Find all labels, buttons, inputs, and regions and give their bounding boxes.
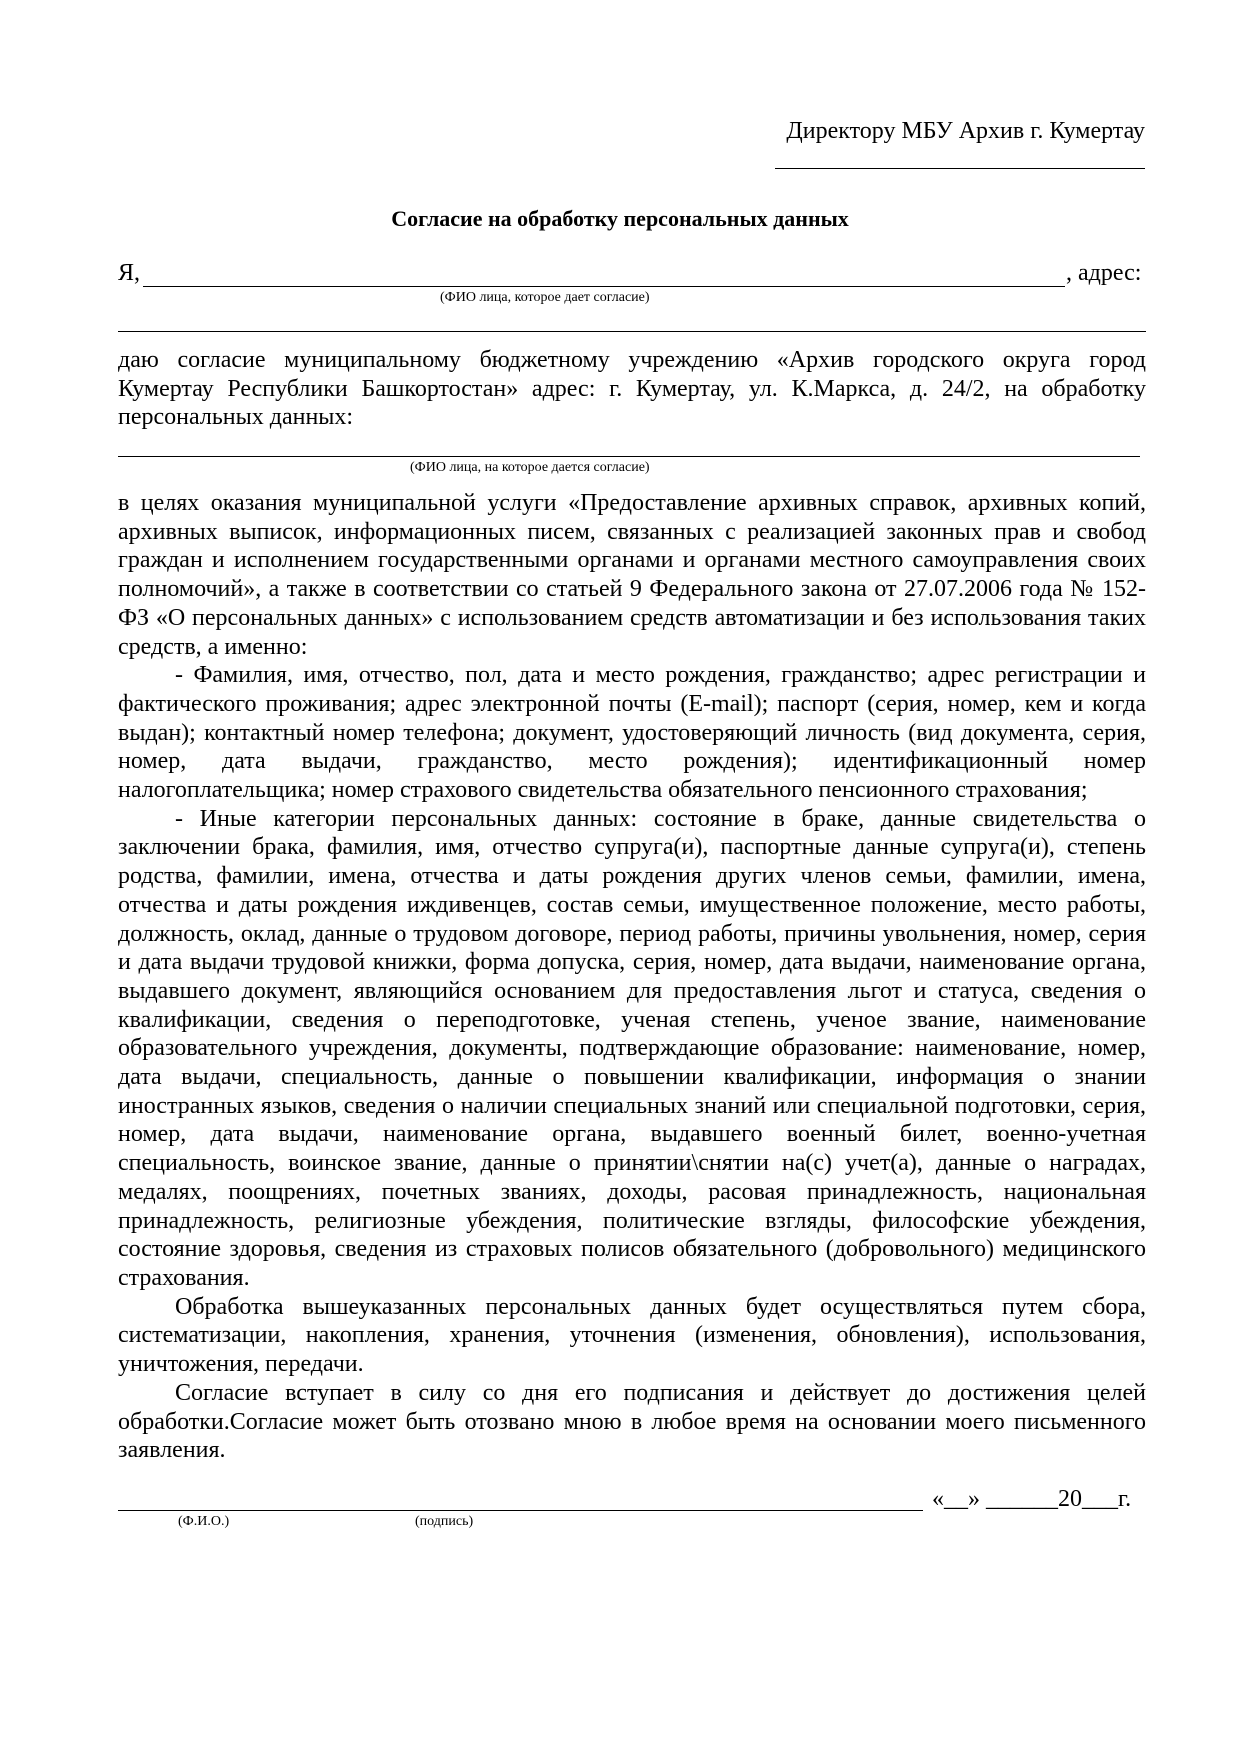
subject-name-caption: (ФИО лица, на которое дается согласие) (410, 460, 650, 475)
list-item-basic-data: - Фамилия, имя, отчество, пол, дата и место рождения, гражданство; адрес регистрации и фактического проживания; адрес электронной почты (E-mail); паспорт (серия, номер, кем и когда выдан); контактный номер телефона; документ, удостоверяющий личность (вид документа, серия, номер, дата выдачи, гражданство, место рождения); идентификационный номер налогоплательщика; номер страхового свидетельства обязательного пенсионного страхования; (118, 662, 1146, 804)
processing-paragraph: Обработка вышеуказанных персональных данных будет осуществляться путем сбора, систематизации, накопления, хранения, уточнения (изменения, обновления), использования, уничтожения, передачи. (118, 1293, 1146, 1378)
address-label: , адрес: (1066, 260, 1142, 286)
consent-intro (118, 346, 1146, 432)
fio-caption: (Ф.И.О.) (178, 1514, 230, 1529)
prefix-ya: Я, (118, 260, 141, 286)
consent-intro-text: даю согласие муниципальному бюджетному учреждению «Архив городского округа город Кумертау Республики Башкортостан» адрес: г. Кумертау, ул. К.Маркса, д. 24/2, на обработку персональных данных: (118, 347, 1146, 431)
purpose-paragraph: в целях оказания муниципальной услуги «Предоставление архивных справок, архивных копий, архивных выписок, информационных писем, связанных с реализацией законных прав и свобод граждан и исполнением государственными органами и органами местного самоуправления своих полномочий», а также в соответствии со статьей 9 Федерального закона от 27.07.2006 года № 152-ФЗ «О персональных данных» с использованием средств автоматизации и без использования таких средств, а именно: (118, 490, 1146, 660)
consenter-name-caption: (ФИО лица, которое дает согласие) (440, 290, 650, 305)
addressee-blank-line[interactable] (775, 168, 1145, 169)
list-item-other-categories: - Иные категории персональных данных: состояние в браке, данные свидетельства о заключении брака, фамилия, имя, отчество супруга(и), паспортные данные супруга(и), степень родства, фамилии, имена, отчества и даты рождения других членов семьи, фамилии, имена, отчества и даты рождения иждивенцев, состав семьи, имущественное положение, место работы, должность, оклад, данные о трудовом договоре, период работы, причины увольнения, номер, серия и дата выдачи трудовой книжки, форма допуска, серия, номер, дата выдачи, наименование органа, выдавшего документ, являющийся основанием для предоставления льгот и статуса, сведения о квалификации, сведения о переподготовке, ученая степень, ученое звание, наименование образовательного учреждения, документы, подтверждающие образование: наименование, номер, дата выдачи, специальность, данные о повышении квалификации, информация о знании иностранных языков, сведения о наличии специальных знаний или специальной подготовки, серия, номер, дата выдачи, наименование органа, выдавшего военный билет, военно-учетная специальность, воинское звание, данные о принятии\снятии на(с) учет(а), данные о наградах, медалях, поощрениях, почетных званиях, доходы, расовая принадлежность, национальная принадлежность, религиозные убеждения, политические взгляды, философские убеждения, состояние здоровья, сведения из страховых полисов обязательного (добровольного) медицинского страхования. (118, 805, 1146, 1291)
signature-field[interactable] (118, 1510, 923, 1511)
subject-name-field[interactable] (118, 456, 1140, 457)
signature-date: «__» ______20___г. (932, 1486, 1132, 1512)
main-body (118, 489, 1146, 1465)
validity-paragraph: Согласие вступает в силу со дня его подписания и действует до достижения целей обработки.Согласие может быть отозвано мною в любое время на основании моего письменного заявления. (118, 1379, 1146, 1464)
consenter-name-field[interactable] (143, 286, 1065, 287)
address-field[interactable] (118, 331, 1146, 332)
document-title: Согласие на обработку персональных данных (391, 206, 849, 231)
addressee: Директору МБУ Архив г. Кумертау (786, 118, 1145, 144)
signature-caption: (подпись) (415, 1514, 474, 1529)
